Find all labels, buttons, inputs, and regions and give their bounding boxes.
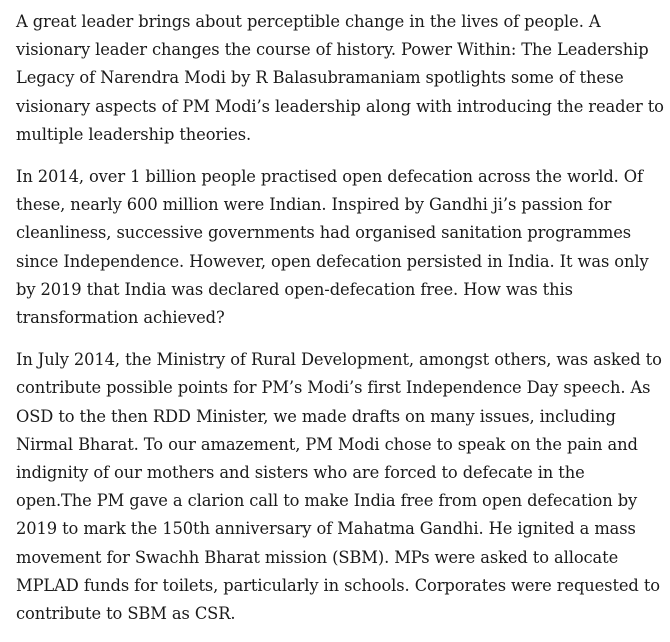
article-paragraph: In July 2014, the Ministry of Rural Development, amongst others, was asked to contribute possible points for PM’s Modi’s first Independence Day speech. As OSD to the then RDD Minister, we made drafts on many issues, including Nirmal Bharat. To our amazement, PM Modi chose to speak on the pain and indignity of our mothers and sisters who are forced to defecate in the open.The PM gave a clarion call to make India free from open defecation by 2019 to mark the 150th anniversary of Mahatma Gandhi. He ignited a mass movement for Swachh Bharat mission (SBM). MPs were asked to allocate MPLAD funds for toilets, particularly in schools. Corporates were requested to contribute to SBM as CSR.	[16, 350, 662, 624]
article-paragraph: In 2014, over 1 billion people practised open defecation across the world. Of these, nearly 600 million were Indian. Inspired by Gandhi ji’s passion for cleanliness, successive governments had organised sanitation programmes since Independence. However, open defecation persisted in India. It was only by 2019 that India was declared open-defecation free. How was this transformation achieved?	[16, 167, 649, 328]
article-body	[16, 8, 664, 642]
article-paragraph: A great leader brings about perceptible change in the lives of people. A visionary leader changes the course of history. Power Within: The Leadership Legacy of Narendra Modi by R Balasubramaniam spotlights some of these visionary aspects of PM Modi’s leadership along with introducing the reader to multiple leadership theories.	[16, 12, 664, 144]
